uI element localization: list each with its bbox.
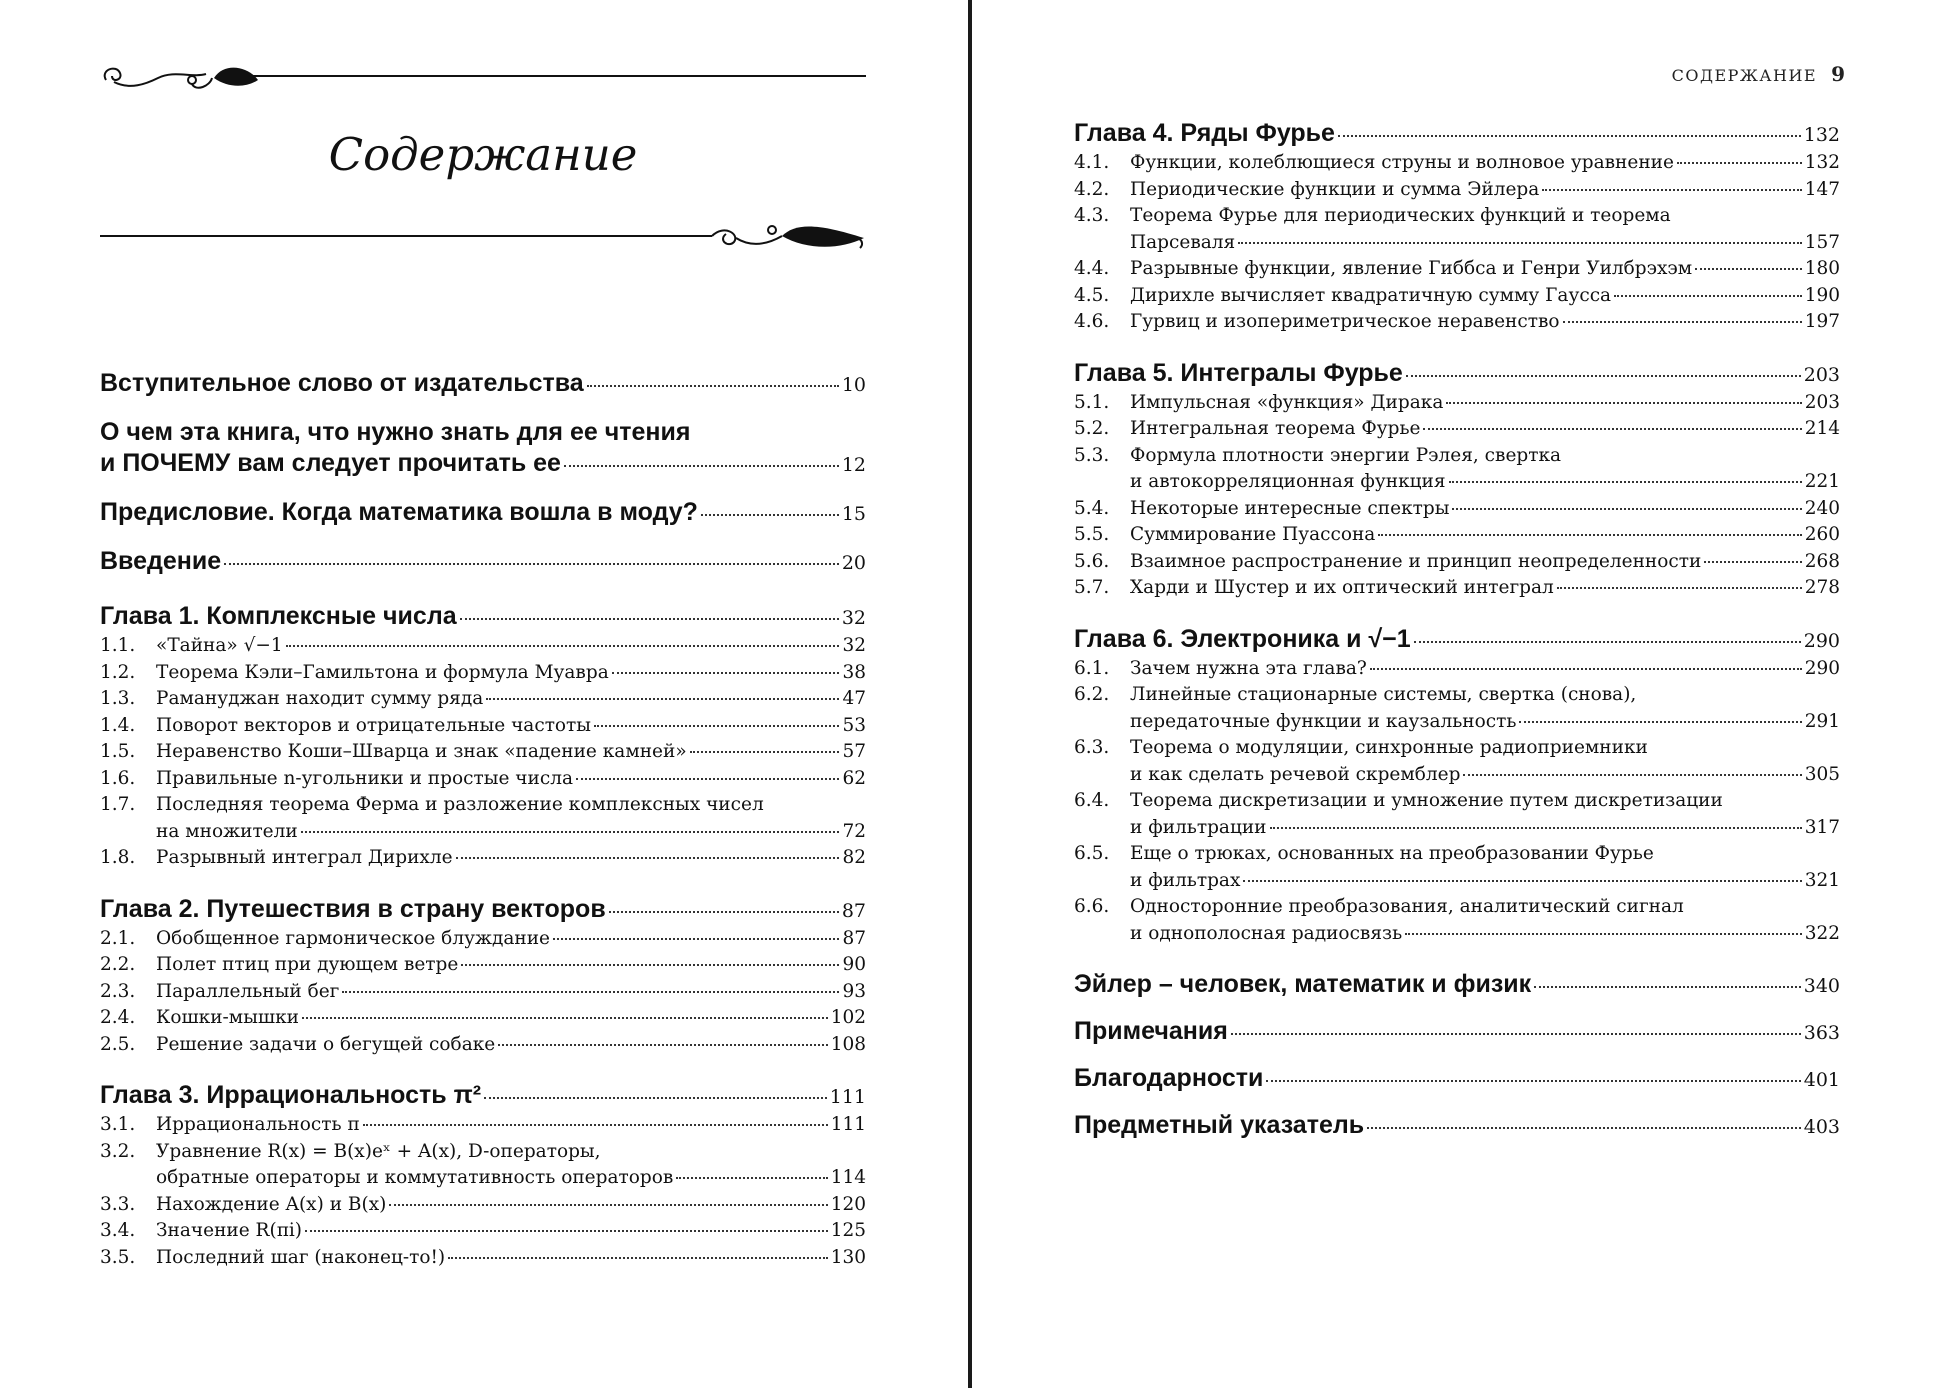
chapter-heading[interactable]: Глава 5. Интегралы Фурье 203 xyxy=(1074,358,1840,387)
right-page xyxy=(972,0,1934,1388)
flourish-icon xyxy=(100,216,866,256)
toc-section[interactable]: 3.4. Значение R(πi) 125 xyxy=(100,1220,866,1241)
toc-section[interactable]: 1.4. Поворот векторов и отрицательные частоты 53 xyxy=(100,714,866,736)
chapter-heading[interactable]: Глава 3. Иррациональность π² 111 xyxy=(100,1081,866,1109)
toc-section[interactable]: 3.2. Уравнение R(x) = B(x)eˣ + A(x), D-операторы, обратные операторы и коммутативность операторов 114 xyxy=(100,1140,866,1188)
toc-section[interactable]: 5.4. Некоторые интересные спектры 240 xyxy=(1074,497,1840,519)
toc-section[interactable]: 6.2. Линейные стационарные системы, свертка (снова), передаточные функции и каузальность 291 xyxy=(1074,684,1840,732)
dot-leader xyxy=(1378,534,1801,536)
dot-leader xyxy=(460,618,839,620)
dot-leader xyxy=(576,778,839,780)
toc-section[interactable]: 6.4. Теорема дискретизации и умножение путем дискретизации и фильтрации 317 xyxy=(1074,790,1840,838)
toc-section[interactable]: 1.6. Правильные n-угольники и простые числа 62 xyxy=(100,767,866,789)
toc-section[interactable]: 2.3. Параллельный бег 93 xyxy=(100,980,866,1002)
toc-section[interactable]: 1.1. «Тайна» √−1 32 xyxy=(100,635,866,656)
toc-section[interactable]: 3.5. Последний шаг (наконец-то!) 130 xyxy=(100,1246,866,1268)
toc-entry[interactable]: Эйлер – человек, математик и физик 340 xyxy=(1074,970,1840,998)
toc-section[interactable]: 2.5. Решение задачи о бегущей собаке 108 xyxy=(100,1033,866,1055)
toc-section[interactable]: 1.8. Разрывный интеграл Дирихле 82 xyxy=(100,847,866,868)
dot-leader xyxy=(1238,242,1802,244)
toc-left xyxy=(100,368,866,1271)
dot-leader xyxy=(1338,135,1801,137)
toc-section[interactable]: 1.7. Последняя теорема Ферма и разложение комплексных чисел на множители 72 xyxy=(100,794,866,842)
toc-section[interactable]: 4.5. Дирихле вычисляет квадратичную сумму Гаусса 190 xyxy=(1074,284,1840,306)
toc-entry[interactable]: Вступительное слово от издательства 10 xyxy=(100,369,866,397)
toc-entry[interactable]: и ПОЧЕМУ вам следует прочитать ее 12 xyxy=(100,449,866,477)
dot-leader xyxy=(1614,295,1802,297)
toc-section[interactable]: 4.2. Периодические функции и сумма Эйлера 147 xyxy=(1074,178,1840,200)
dot-leader xyxy=(594,725,839,727)
toc-section[interactable]: 5.5. Суммирование Пуассона 260 xyxy=(1074,524,1840,545)
chapter-heading[interactable]: Глава 4. Ряды Фурье 132 xyxy=(1074,119,1840,147)
dot-leader xyxy=(1449,481,1802,483)
dot-leader xyxy=(486,698,839,700)
dot-leader xyxy=(587,385,839,387)
toc-section[interactable]: 1.5. Неравенство Коши–Шварца и знак «падение камней» 57 xyxy=(100,741,866,762)
chapter-heading[interactable]: Глава 2. Путешествия в страну векторов 87 xyxy=(100,894,866,923)
dot-leader xyxy=(224,563,839,565)
dot-leader xyxy=(456,857,840,859)
dot-leader xyxy=(1414,641,1801,643)
dot-leader xyxy=(612,672,840,674)
dot-leader xyxy=(461,964,839,966)
toc-entry[interactable]: Благодарности 401 xyxy=(1074,1064,1840,1092)
dot-leader xyxy=(484,1097,827,1099)
dot-leader xyxy=(1463,774,1801,776)
toc-section[interactable]: 5.3. Формула плотности энергии Рэлея, свертка и автокорреляционная функция 221 xyxy=(1074,444,1840,492)
dot-leader xyxy=(690,751,840,753)
toc-section[interactable]: 6.3. Теорема о модуляции, синхронные радиоприемники и как сделать речевой скремблер 305 xyxy=(1074,737,1840,785)
dot-leader xyxy=(1695,268,1802,270)
dot-leader xyxy=(1270,827,1802,829)
running-head: СОДЕРЖАНИЕ 9 xyxy=(1671,62,1845,86)
chapter-heading[interactable]: Глава 6. Электроника и √−1 290 xyxy=(1074,624,1840,653)
dot-leader xyxy=(609,911,839,913)
toc-entry[interactable]: Предметный указатель 403 xyxy=(1074,1111,1840,1139)
dot-leader xyxy=(498,1044,827,1046)
dot-leader xyxy=(1557,587,1802,589)
dot-leader xyxy=(302,1017,828,1019)
dot-leader xyxy=(1406,375,1801,377)
toc-section[interactable]: 3.3. Нахождение A(x) и B(x) 120 xyxy=(100,1193,866,1215)
dot-leader xyxy=(1423,428,1801,430)
dot-leader xyxy=(701,514,839,516)
toc-section[interactable]: 2.2. Полет птиц при дующем ветре 90 xyxy=(100,954,866,975)
dot-leader xyxy=(1677,162,1802,164)
toc-section[interactable]: 4.3. Теорема Фурье для периодических функций и теорема Парсеваля 157 xyxy=(1074,205,1840,253)
dot-leader xyxy=(1563,321,1802,323)
toc-section[interactable]: 5.6. Взаимное распространение и принцип неопределенности 268 xyxy=(1074,550,1840,572)
dot-leader xyxy=(1519,721,1801,723)
dot-leader xyxy=(342,991,839,993)
toc-section[interactable]: 6.5. Еще о трюках, основанных на преобразовании Фурье и фильтрах 321 xyxy=(1074,843,1840,891)
toc-section[interactable]: 5.2. Интегральная теорема Фурье 214 xyxy=(1074,418,1840,439)
dot-leader xyxy=(1542,189,1801,191)
toc-entry[interactable]: Предисловие. Когда математика вошла в моду? 15 xyxy=(100,498,866,526)
dot-leader xyxy=(1243,880,1801,882)
dot-leader xyxy=(448,1257,828,1259)
toc-entry[interactable]: Примечания 363 xyxy=(1074,1017,1840,1045)
dot-leader xyxy=(1534,986,1801,988)
dot-leader xyxy=(389,1204,827,1206)
toc-section[interactable]: 4.1. Функции, колеблющиеся струны и волновое уравнение 132 xyxy=(1074,152,1840,173)
toc-section[interactable]: 1.2. Теорема Кэли–Гамильтона и формула Муавра 38 xyxy=(100,661,866,683)
dot-leader xyxy=(301,831,840,833)
toc-section[interactable]: 6.6. Односторонние преобразования, аналитический сигнал и однополосная радиосвязь 322 xyxy=(1074,896,1840,944)
dot-leader xyxy=(1266,1080,1800,1082)
toc-section[interactable]: 4.4. Разрывные функции, явление Гиббса и Генри Уилбрэхэм 180 xyxy=(1074,258,1840,279)
toc-entry[interactable]: Введение 20 xyxy=(100,547,866,575)
dot-leader xyxy=(1452,508,1801,510)
toc-section[interactable]: 5.7. Харди и Шустер и их оптический интеграл 278 xyxy=(1074,577,1840,598)
bottom-ornament xyxy=(100,216,866,256)
toc-section[interactable]: 6.1. Зачем нужна эта глава? 290 xyxy=(1074,657,1840,679)
chapter-heading[interactable]: Глава 1. Комплексные числа 32 xyxy=(100,602,866,630)
dot-leader xyxy=(553,938,839,940)
page-number: 9 xyxy=(1831,62,1845,86)
dot-leader xyxy=(286,645,840,647)
flourish-icon xyxy=(100,56,866,96)
dot-leader xyxy=(564,465,839,467)
toc-section[interactable]: 2.1. Обобщенное гармоническое блуждание 87 xyxy=(100,927,866,949)
dot-leader xyxy=(1367,1127,1801,1129)
dot-leader xyxy=(1231,1033,1801,1035)
dot-leader xyxy=(1446,402,1801,404)
toc-section[interactable]: 2.4. Кошки-мышки 102 xyxy=(100,1007,866,1028)
page-title: Содержание xyxy=(328,128,638,181)
dot-leader xyxy=(1704,561,1801,563)
toc-section[interactable]: 3.1. Иррациональность π 111 xyxy=(100,1114,866,1135)
toc-right xyxy=(1074,118,1840,1143)
dot-leader xyxy=(1405,933,1802,935)
dot-leader xyxy=(676,1177,827,1179)
dot-leader xyxy=(363,1124,828,1126)
toc-section[interactable]: 4.6. Гурвиц и изопериметрическое неравенство 197 xyxy=(1074,311,1840,332)
toc-entry-line: О чем эта книга, что нужно знать для ее чтения xyxy=(100,418,691,446)
toc-section[interactable]: 1.3. Рамануджан находит сумму ряда 47 xyxy=(100,688,866,709)
dot-leader xyxy=(1370,668,1802,670)
dot-leader xyxy=(305,1230,828,1232)
toc-section[interactable]: 5.1. Импульсная «функция» Дирака 203 xyxy=(1074,391,1840,413)
top-ornament xyxy=(100,56,866,96)
